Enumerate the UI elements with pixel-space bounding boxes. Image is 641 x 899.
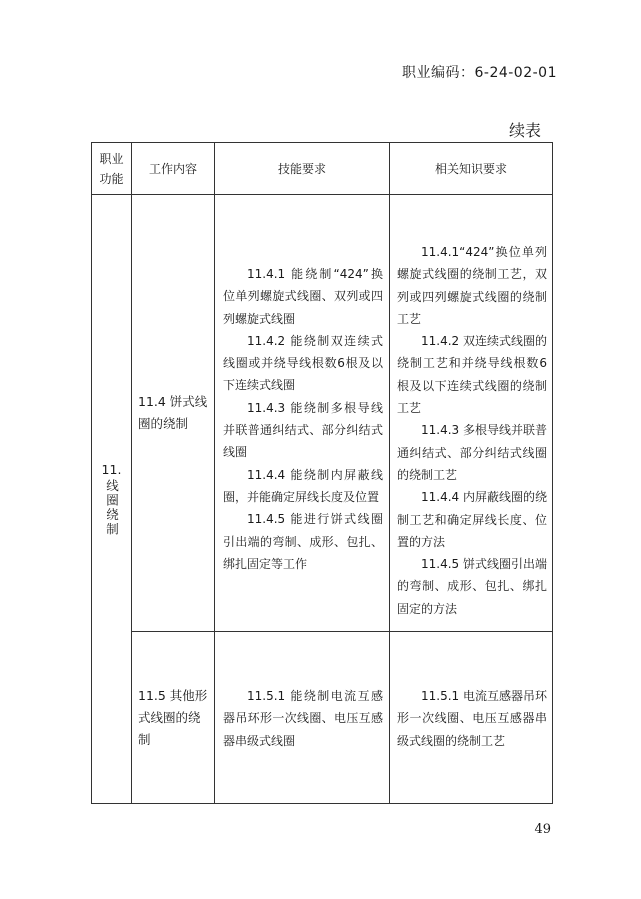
work-content-label: 11.5 其他形式线圈的绕制 (138, 688, 208, 747)
skill-item: 11.4.5 能进行饼式线圈引出端的弯制、成形、包扎、绑扎固定等工作 (223, 512, 383, 571)
col-divider-3 (389, 143, 390, 803)
header-function: 职业 功能 (99, 151, 124, 186)
skills-11-5 (223, 685, 383, 752)
continued-label: 续表 (508, 121, 541, 140)
knowledge-item: 11.4.2 双连续式线圈的绕制工艺和并绕导线根数6根及以下连续式线圈的绕制工艺 (397, 334, 547, 416)
function-number: 11. (101, 461, 122, 477)
skills-table (91, 142, 553, 804)
function-cell (92, 195, 131, 803)
function-name: 线圈绕制 (104, 478, 120, 537)
knowledge-11-4 (397, 241, 547, 620)
knowledge-item: 11.5.1 电流互感器吊环形一次线圈、电压互感器串级式线圈的绕制工艺 (397, 689, 547, 748)
skill-item: 11.4.2 能绕制双连续式线圈或并绕导线根数6根及以下连续式线圈 (223, 333, 383, 393)
knowledge-item: 11.4.1“424”换位单列螺旋式线圈的绕制工艺，双列或四列螺旋式线圈的绕制工艺 (397, 245, 547, 326)
work-content-11-5 (138, 632, 210, 804)
skills-11-4 (223, 263, 383, 575)
skill-item: 11.4.4 能绕制内屏蔽线圈，并能确定屏线长度及位置 (223, 467, 383, 504)
skill-item: 11.4.1 能绕制“424”换位单列螺旋式线圈、双列或四列螺旋式线圈 (223, 267, 383, 326)
knowledge-item: 11.4.5 饼式线圈引出端的弯制、成形、包扎、绑扎固定的方法 (397, 557, 547, 616)
knowledge-11-5 (397, 685, 547, 752)
col-divider-2 (214, 143, 215, 803)
job-code: 职业编码：6-24-02-01 (401, 65, 557, 81)
knowledge-item: 11.4.3 多根导线并联普通纠结式、部分纠结式线圈的绕制工艺 (397, 423, 547, 482)
work-content-11-4 (138, 195, 210, 631)
header-knowledge-requirements: 相关知识要求 (434, 161, 507, 176)
knowledge-item: 11.4.4 内屏蔽线圈的绕制工艺和确定屏线长度、位置的方法 (397, 490, 547, 549)
header-skill-requirements: 技能要求 (277, 161, 326, 176)
skill-item: 11.4.3 能绕制多根导线并联普通纠结式、部分纠结式线圈 (223, 400, 383, 460)
skill-item: 11.5.1 能绕制电流互感器吊环形一次线圈、电压互感器串级式线圈 (223, 689, 383, 748)
col-divider-1 (131, 143, 132, 803)
work-content-label: 11.4 饼式线圈的绕制 (138, 394, 208, 431)
header-work-content: 工作内容 (148, 161, 197, 176)
page-number: 49 (534, 822, 551, 837)
